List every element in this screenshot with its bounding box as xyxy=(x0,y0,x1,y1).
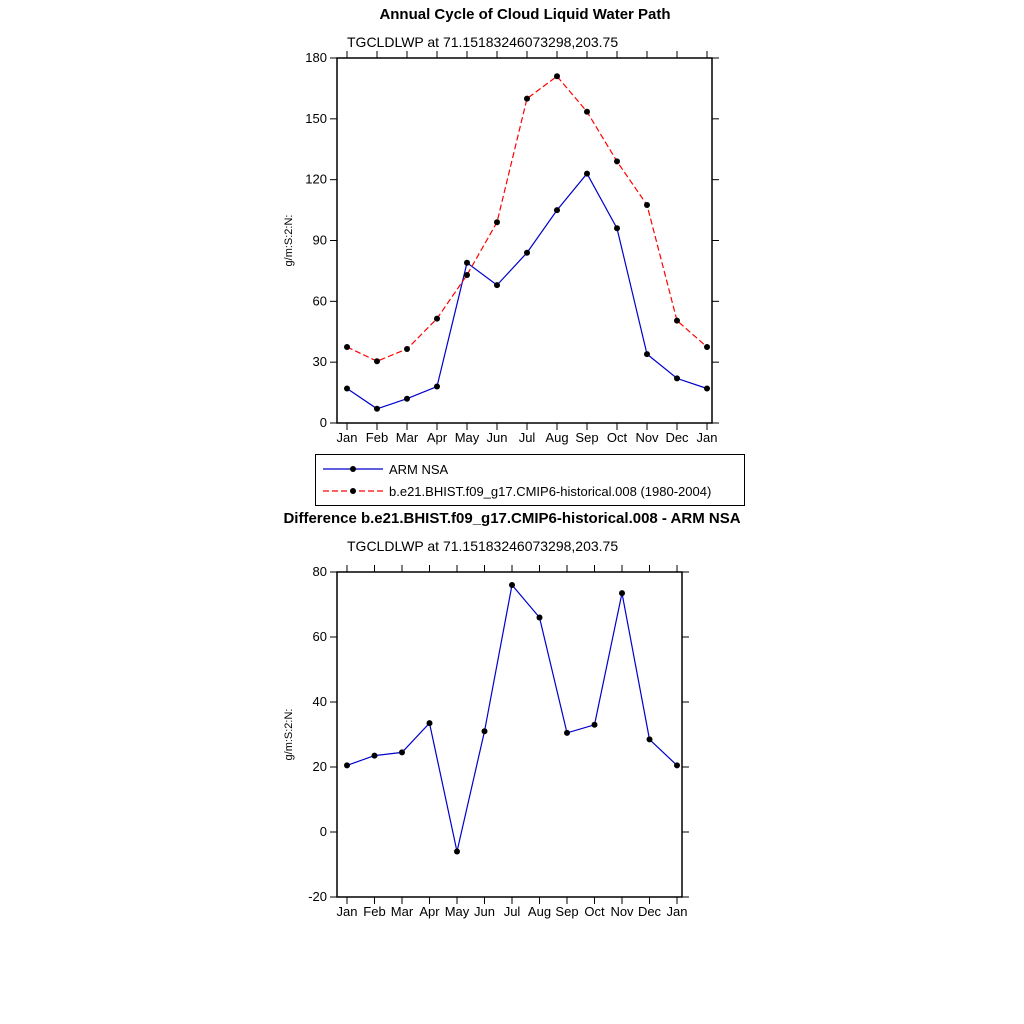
svg-text:80: 80 xyxy=(312,564,327,579)
svg-text:May: May xyxy=(454,430,480,445)
legend-label-arm-nsa: ARM NSA xyxy=(389,461,449,477)
legend-item-model xyxy=(322,484,738,499)
svg-text:Oct: Oct xyxy=(606,430,628,445)
legend-line-sample-solid-icon xyxy=(322,463,384,475)
svg-text:Jun: Jun xyxy=(486,430,508,445)
svg-text:g/m:S:2:N:: g/m:S:2:N: xyxy=(283,708,295,761)
svg-text:120: 120 xyxy=(305,171,327,187)
svg-text:Aug: Aug xyxy=(527,904,552,919)
svg-text:Nov: Nov xyxy=(635,430,659,445)
svg-text:Jan: Jan xyxy=(666,904,688,919)
svg-text:40: 40 xyxy=(312,694,327,709)
svg-text:Jul: Jul xyxy=(518,430,536,445)
bottom-chart-title: Difference b.e21.BHIST.f09_g17.CMIP6-historical.008 - ARM NSA xyxy=(283,510,741,527)
svg-text:Jan: Jan xyxy=(696,430,718,445)
svg-text:Apr: Apr xyxy=(426,430,448,445)
svg-text:Dec: Dec xyxy=(637,904,662,919)
svg-text:0: 0 xyxy=(319,415,327,430)
top-chart-title: Annual Cycle of Cloud Liquid Water Path xyxy=(379,6,671,23)
svg-text:Mar: Mar xyxy=(395,430,419,445)
legend-item-arm-nsa xyxy=(322,462,738,477)
legend-label-model: b.e21.BHIST.f09_g17.CMIP6-historical.008 (1980-2004) xyxy=(389,483,712,499)
svg-text:60: 60 xyxy=(312,293,327,309)
svg-text:Sep: Sep xyxy=(555,904,579,919)
svg-text:60: 60 xyxy=(312,629,327,644)
svg-text:Feb: Feb xyxy=(365,430,389,445)
svg-text:Jun: Jun xyxy=(474,904,495,919)
svg-text:Dec: Dec xyxy=(665,430,689,445)
svg-text:May: May xyxy=(444,904,470,919)
svg-text:-20: -20 xyxy=(308,889,327,904)
svg-text:Jan: Jan xyxy=(336,430,358,445)
svg-text:g/m:S:2:N:: g/m:S:2:N: xyxy=(283,214,295,267)
svg-text:30: 30 xyxy=(312,354,327,370)
svg-text:Jan: Jan xyxy=(336,904,358,919)
top-chart-canvas xyxy=(280,48,742,453)
svg-text:Mar: Mar xyxy=(390,904,414,919)
svg-text:Aug: Aug xyxy=(545,430,569,445)
svg-text:Jul: Jul xyxy=(503,904,521,919)
svg-text:Nov: Nov xyxy=(610,904,634,919)
svg-text:Feb: Feb xyxy=(363,904,386,919)
legend xyxy=(315,454,745,506)
bottom-chart-subtitle: TGCLDLWP at 71.15183246073298,203.75 xyxy=(347,538,619,554)
svg-text:180: 180 xyxy=(305,50,327,65)
top-chart-subtitle: TGCLDLWP at 71.15183246073298,203.75 xyxy=(347,34,619,50)
svg-text:Apr: Apr xyxy=(419,904,440,919)
legend-line-sample-dashed-icon xyxy=(322,485,384,497)
svg-text:90: 90 xyxy=(312,232,327,248)
svg-text:150: 150 xyxy=(305,110,327,126)
svg-text:20: 20 xyxy=(312,759,327,774)
svg-text:0: 0 xyxy=(319,824,327,839)
svg-text:Oct: Oct xyxy=(584,904,605,919)
bottom-chart-canvas xyxy=(280,556,700,936)
svg-text:Sep: Sep xyxy=(575,430,599,445)
